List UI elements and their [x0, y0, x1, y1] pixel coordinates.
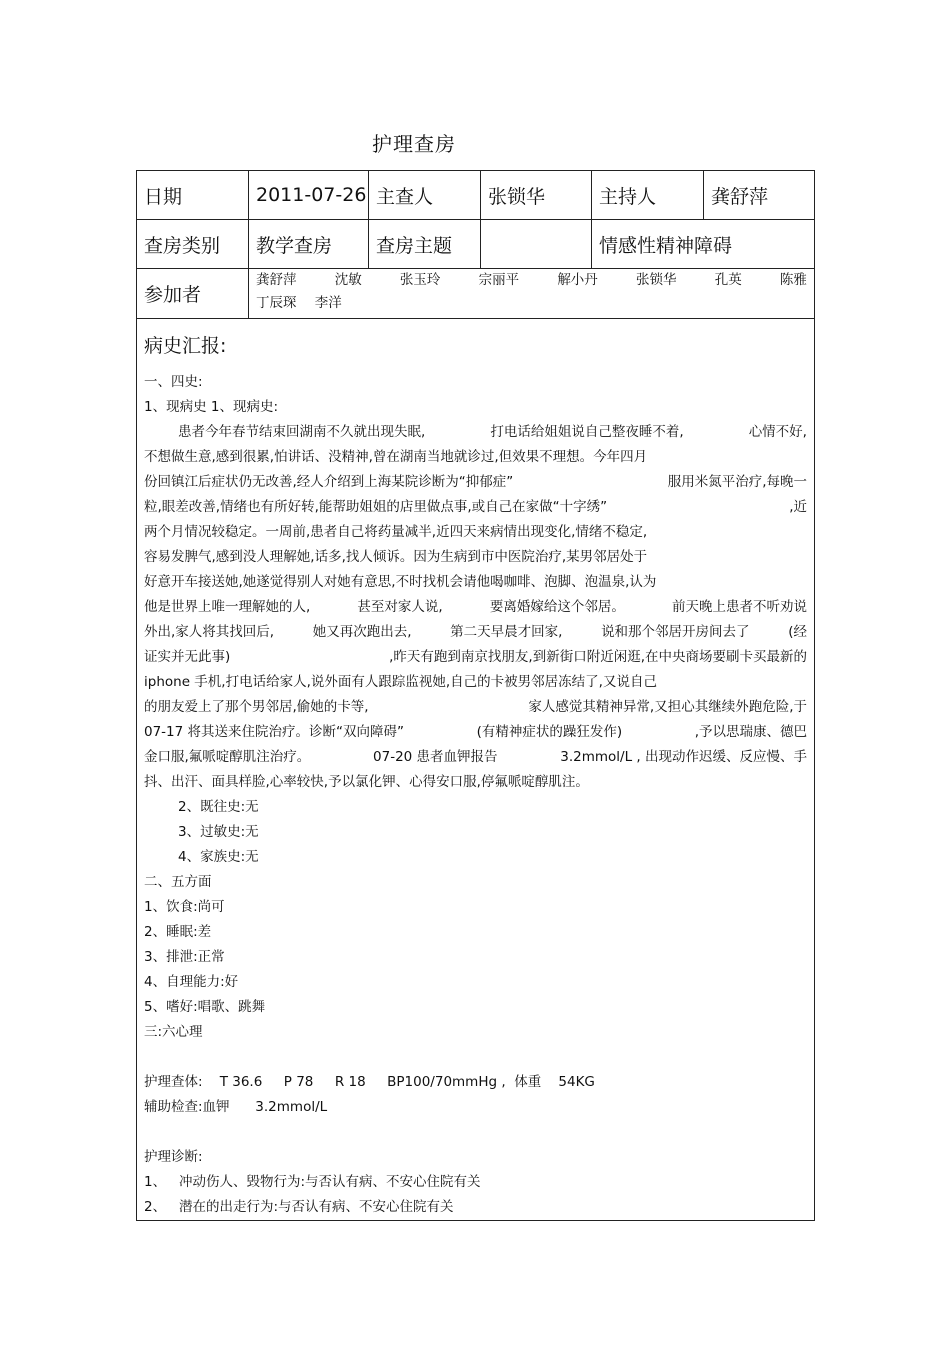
category-label: 查房类别 — [137, 220, 249, 269]
participant: 解小丹 — [557, 272, 598, 288]
participant: 丁辰琛 — [256, 295, 297, 311]
text-segment: iphone 手机,打电话给家人,说外面有人跟踪监视她,自己的卡被男邻居冻结了,又说自己 — [144, 674, 657, 690]
history-line — [144, 545, 807, 570]
text-segment: 份回镇江后症状仍无改善,经人介绍到上海某院诊断为“抑郁症” — [144, 474, 514, 490]
text-segment: 第二天早晨才回家, — [450, 624, 563, 640]
excretion-item: 3、排泄:正常 — [144, 949, 225, 965]
participant: 陈雅 — [779, 272, 807, 288]
text-segment: 抖、出汗、面具样脸,心率较快,予以氯化钾、心得安口服,停氟哌啶醇肌注。 — [144, 774, 589, 790]
text-segment: 打电话给姐姐说自己整夜睡不着, — [490, 424, 684, 440]
spacer — [144, 1045, 807, 1070]
five-aspects-heading: 二、五方面 — [144, 874, 212, 890]
participant: 李洋 — [314, 295, 342, 311]
host-label: 主持人 — [592, 171, 704, 220]
past-history: 2、既往史:无 — [178, 799, 259, 815]
examiner-value: 张锁华 — [481, 171, 592, 220]
history-line — [144, 720, 807, 745]
text-segment: 证实并无此事) — [144, 649, 231, 665]
text-segment: 好意开车接送她,她遂觉得别人对她有意思,不时找机会请他喝咖啡、泡脚、泡温泉,认为 — [144, 574, 657, 590]
diet-item: 1、饮食:尚可 — [144, 899, 225, 915]
participant: 孔英 — [714, 272, 742, 288]
examiner-label: 主查人 — [369, 171, 481, 220]
text-segment: 他是世界上唯一理解她的人, — [144, 599, 311, 615]
text-segment: 两个月情况较稳定。一周前,患者自己将药量减半,近四天来病情出现变化,情绪不稳定, — [144, 524, 648, 540]
spacer — [144, 1120, 807, 1145]
text-segment: 3.2mmol/L , 出现动作迟缓、反应慢、手 — [560, 749, 807, 765]
text-segment: 容易发脾气,感到没人理解她,话多,找人倾诉。因为生病到市中医院治疗,某男邻居处于 — [144, 549, 648, 565]
participant: 沈敏 — [334, 272, 362, 288]
history-line — [144, 645, 807, 670]
date-label: 日期 — [137, 171, 249, 220]
topic-spacer — [481, 220, 592, 269]
hobby-item: 5、嗜好:唱歌、跳舞 — [144, 999, 266, 1015]
present-illness-heading: 1、现病史 1、现病史: — [144, 399, 279, 415]
participant: 宗丽平 — [478, 272, 520, 288]
history-line — [144, 420, 807, 445]
text-segment: 外出,家人将其找回后, — [144, 624, 275, 640]
history-line — [144, 445, 807, 470]
participant: 张玉玲 — [399, 272, 441, 288]
text-segment: 说和那个邻居开房间去了 — [601, 624, 750, 640]
text-segment: 07-17 将其送来住院治疗。诊断“双向障碍” — [144, 724, 405, 740]
report-heading: 病史汇报: — [144, 335, 227, 357]
category-value: 教学查房 — [249, 220, 369, 269]
date-value: 2011-07-26 — [249, 171, 369, 220]
history-line — [144, 770, 807, 795]
four-history-heading: 一、四史: — [144, 374, 203, 390]
history-line — [144, 670, 807, 695]
text-segment: 粒,眼差改善,情绪也有所好转,能帮助姐姐的店里做点事,或自己在家做“十字绣” — [144, 499, 608, 515]
text-segment: 家人感觉其精神异常,又担心其继续外跑危险,于 — [528, 699, 807, 715]
text-segment: ,昨天有跑到南京找朋友,到新街口附近闲逛,在中央商场要刷卡买最新的 — [389, 649, 807, 665]
participants-row-1 — [256, 269, 807, 292]
history-line — [144, 520, 807, 545]
family-history: 4、家族史:无 — [178, 849, 259, 865]
text-segment: ,予以思瑞康、德巴 — [694, 724, 807, 740]
diagnosis-item: 2、 潜在的出走行为:与否认有病、不安心住院有关 — [144, 1199, 454, 1215]
topic-label: 查房主题 — [369, 220, 481, 269]
text-segment: (经 — [788, 624, 807, 640]
text-segment: (有精神症状的躁狂发作) — [476, 724, 623, 740]
page-title: 护理查房 — [372, 132, 456, 156]
text-segment: 甚至对家人说, — [357, 599, 443, 615]
text-segment: 前天晚上患者不听劝说 — [671, 599, 807, 615]
text-segment: 不想做生意,感到很累,怕讲话、没精神,曾在湖南当地就诊过,但效果不理想。今年四月 — [144, 449, 648, 465]
history-line — [144, 745, 807, 770]
auxiliary-exam: 辅助检查:血钾 3.2mmol/L — [144, 1099, 328, 1115]
text-segment: 的朋友爱上了那个男邻居,偷她的卡等, — [144, 699, 369, 715]
history-line — [144, 595, 807, 620]
participants-cell — [249, 269, 815, 319]
history-line — [144, 570, 807, 595]
diagnosis-heading: 护理诊断: — [144, 1149, 203, 1165]
text-segment: ,近 — [789, 499, 807, 515]
sleep-item: 2、睡眠:差 — [144, 924, 212, 940]
history-line — [144, 470, 807, 495]
participant: 张锁华 — [636, 272, 677, 288]
text-segment: 要离婚嫁给这个邻居。 — [489, 599, 625, 615]
history-line — [144, 620, 807, 645]
topic-value: 情感性精神障碍 — [592, 220, 815, 269]
text-segment: 患者今年春节结束回湖南不久就出现失眠, — [178, 424, 426, 440]
text-segment: 金口服,氟哌啶醇肌注治疗。 — [144, 749, 311, 765]
self-care-item: 4、自理能力:好 — [144, 974, 239, 990]
ward-round-form — [136, 170, 815, 1221]
six-psych-heading: 三:六心理 — [144, 1024, 203, 1040]
participants-label: 参加者 — [137, 269, 249, 319]
text-segment: 服用米氮平治疗,每晚一 — [667, 474, 807, 490]
text-segment: 07-20 患者血钾报告 — [373, 749, 498, 765]
diagnosis-item: 1、 冲动伤人、毁物行为:与否认有病、不安心住院有关 — [144, 1174, 481, 1190]
text-segment: 她又再次跑出去, — [312, 624, 412, 640]
allergy-history: 3、过敏史:无 — [178, 824, 259, 840]
participant: 龚舒萍 — [256, 272, 297, 288]
participants-row-2 — [256, 292, 807, 315]
history-line — [144, 695, 807, 720]
history-line — [144, 495, 807, 520]
text-segment: 心情不好, — [748, 424, 807, 440]
host-value: 龚舒萍 — [704, 171, 815, 220]
nursing-exam: 护理查体: T 36.6 P 78 R 18 BP100/70mmHg , 体重 54KG — [144, 1074, 595, 1090]
report-body — [137, 319, 815, 1221]
